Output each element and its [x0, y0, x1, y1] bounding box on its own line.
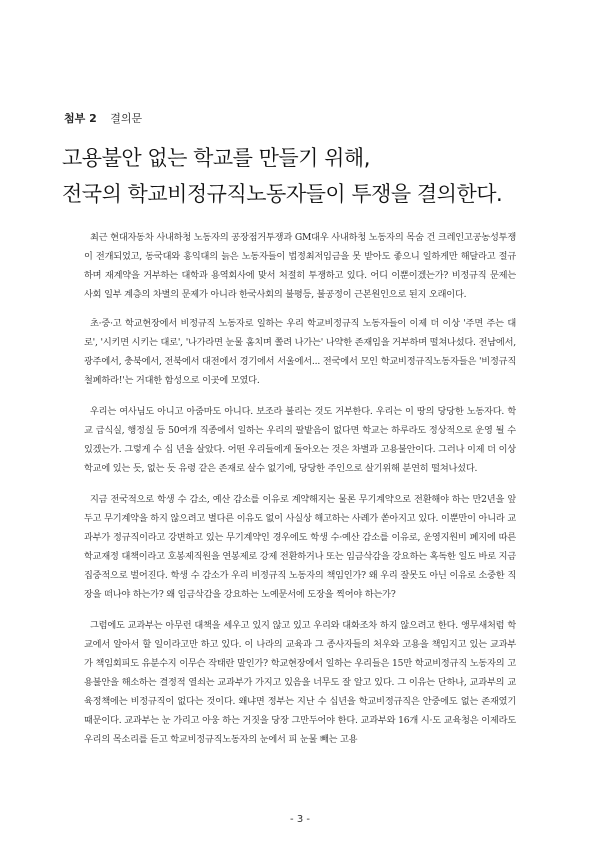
paragraph-1: 최근 현대자동차 사내하청 노동자의 공장점거투쟁과 GM대우 사내하청 노동자의 목숨 건 크레인고공농성투쟁이 전개되었고, 동국대와 홍익대의 늙은 노동자들이 법정최저임금을 못 받아도 좋으니 일하게만 해달라고 절규하며 재계약을 거부하는 대학과 용역회사에 맞서 처절히 투쟁하고 있다. 어디 이뿐이겠는가? 비정규직 문제는 사회 일부 계층의 차별의 문제가 아니라 한국사회의 불평등, 불공정이 근본원인으로 된지 오래이다.	[84, 232, 516, 300]
document-title	[62, 140, 552, 212]
paragraph-5: 그럼에도 교과부는 아무런 대책을 세우고 있지 않고 있고 우리와 대화조차 하지 않으려고 한다. 앵무새처럼 학교에서 알아서 할 일이라고만 하고 있다. 이 나라의 교육과 그 종사자들의 처우와 고용을 책임지고 있는 교과부가 책임회피도 유분수지 이무슨 작태란 말인가? 학교현장에서 일하는 우리들은 15만 학교비정규직 노동자의 고용불안을 해소하는 결정적 열쇠는 교과부가 가지고 있음을 너무도 잘 알고 있다. 그 이유는 단하나, 교과부의 교육정책에는 비정규직이 없다는 것이다. 왜냐면 정부는 지난 수 십년을 학교비정규직은 안중에도 없는 존재였기 때문이다. 교과부는 눈 가리고 아웅 하는 거짓을 당장 그만두어야 한다. 교과부와 16개 시·도 교육청은 이제라도 우리의 목소리를 듣고 학교비정규직노동자의 눈에서 피 눈물 빼는 고용	[84, 620, 516, 745]
page-number: - 3 -	[290, 814, 310, 825]
paragraph-3: 우리는 여사님도 아니고 아줌마도 아니다. 보조라 불리는 것도 거부한다. 우리는 이 땅의 당당한 노동자다. 학교 급식실, 행정실 등 50여개 직종에서 일하는 우리의 팔밭음이 없다면 학교는 하루라도 정상적으로 운영 될 수 있겠는가. 그렇게 수 십 년을 살았다. 어떤 우리들에게 돌아오는 것은 차별과 고용불안이다. 그러나 이제 더 이상 학교에 있는 듯, 없는 듯 유령 같은 존재로 살수 없기에, 당당한 주인으로 살기위해 분연히 떨쳐나섰다.	[84, 406, 516, 474]
attachment-title: 결의문	[110, 112, 143, 125]
paragraph-4: 지금 전국적으로 학생 수 감소, 예산 감소를 이유로 계약해지는 물론 무기계약으로 전환해야 하는 만2년을 앞두고 무기계약을 하지 않으려고 별다른 이유도 없이 사실상 해고하는 사례가 쏟아지고 있다. 이뿐만이 아니라 교과부가 정규직이라고 강변하고 있는 무기계약인 경우에도 학생 수·예산 감소를 이유로, 운영지원비 폐지에 따른 학교재정 대책이라고 호봉제직원을 연봉제로 강제 전환하거나 또는 임금삭감을 강요하는 혹독한 일도 바로 지금 집중적으로 벌어진다. 학생 수 감소가 우리 비정규직 노동자의 책임인가? 왜 우리 잘못도 아닌 이유로 소중한 직장을 떠나야 하는가? 왜 임금삭감을 강요하는 노예문서에 도장을 찍어야 하는가?	[84, 494, 516, 600]
attachment-label: 첨부 2	[64, 112, 97, 125]
attachment-header	[64, 110, 142, 126]
title-line-1: 고용불안 없는 학교를 만들기 위해,	[62, 146, 370, 170]
title-line-2: 전국의 학교비정규직노동자들이 투쟁을 결의한다.	[62, 182, 503, 206]
paragraph-2: 초·중·고 학교현장에서 비정규직 노동자로 일하는 우리 학교비정규직 노동자들이 이제 더 이상 '주면 주는 대로', '시키면 시키는 대로', '나가라면 눈물 훔치며 쫄려 나가는' 나약한 존재임을 거부하며 떨쳐나섰다. 전남에서, 광주에서, 충북에서, 전북에서 대전에서 경기에서 서울에서... 전국에서 모인 학교비정규직노동자들은 '비정규직 철폐하라!'는 거대한 함성으로 이곳에 모였다.	[84, 318, 516, 386]
